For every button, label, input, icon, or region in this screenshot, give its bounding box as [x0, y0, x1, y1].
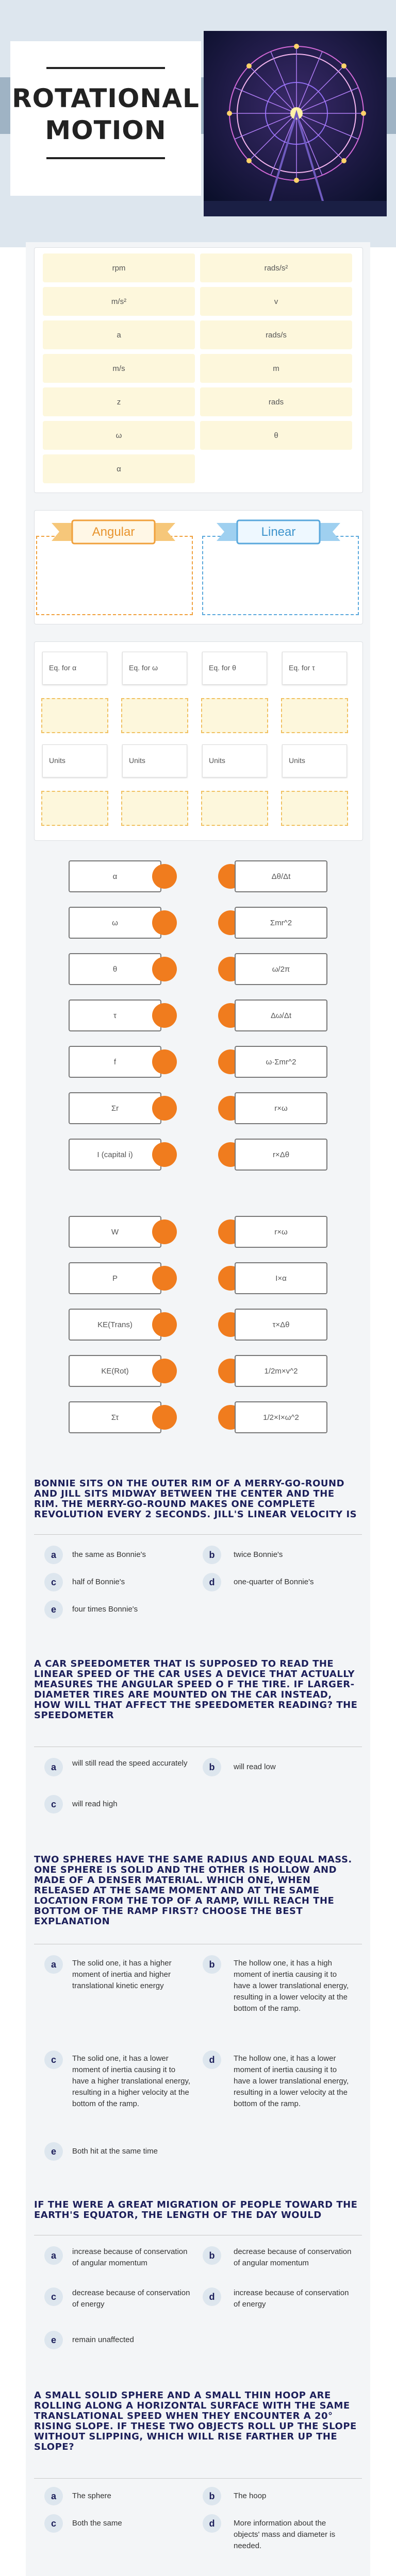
term-chip[interactable]: rpm — [43, 253, 195, 282]
match-left-item[interactable]: KE(Trans) — [69, 1309, 161, 1341]
option-text[interactable]: four times Bonnie's — [72, 1605, 138, 1614]
question-text: BONNIE SITS ON THE OUTER RIM OF A MERRY-GO-ROUND AND JILL SITS MIDWAY BETWEEN THE CENTER AND THE RIM. THE MERRY-GO-ROUND MAKES ONE COMPLETE REVOLUTION EVERY 2 SECONDS. JILL'S LINEAR VELOCITY IS — [34, 1478, 357, 1520]
option-letter[interactable]: d — [203, 2287, 221, 2306]
option-text[interactable]: Both the same — [72, 2519, 122, 2528]
option-letter[interactable]: c — [44, 2287, 63, 2306]
term-chip[interactable]: ω — [43, 421, 195, 450]
match-left-item[interactable]: τ — [69, 999, 161, 1031]
connector-dot[interactable] — [152, 957, 177, 981]
match-right-item[interactable]: Σmr^2 — [235, 907, 327, 939]
option-letter[interactable]: a — [44, 1546, 63, 1564]
units-header: Units — [202, 744, 267, 777]
connector-dot[interactable] — [152, 1405, 177, 1430]
angular-label: Angular — [92, 524, 135, 539]
option-text[interactable]: the same as Bonnie's — [72, 1550, 146, 1559]
equation-drop-zone[interactable] — [41, 698, 108, 733]
equation-header: Eq. for θ — [202, 652, 267, 685]
option-text[interactable]: remain unaffected — [72, 2335, 134, 2344]
match-left-item[interactable]: KE(Rot) — [69, 1355, 161, 1387]
option-letter[interactable]: d — [203, 2050, 221, 2069]
divider — [34, 1534, 362, 1535]
units-header: Units — [42, 744, 107, 777]
option-text[interactable]: The solid one, it has a lower moment of inertia causing it to have a higher translational energy, resulting in a higher velocity at the bottom of the ramp. — [72, 2054, 191, 2108]
option-text[interactable]: More information about the objects' mass and diameter is needed. — [234, 2519, 336, 2550]
option-letter[interactable]: b — [203, 2246, 221, 2265]
linear-label: Linear — [261, 524, 296, 539]
divider — [34, 2478, 362, 2479]
option-text[interactable]: half of Bonnie's — [72, 1578, 125, 1586]
equation-drop-zone[interactable] — [281, 698, 348, 733]
option-text[interactable]: The solid one, it has a higher moment of inertia and higher translational kinetic energy — [72, 1959, 172, 1990]
angular-drop-zone[interactable] — [36, 536, 193, 615]
option-text[interactable]: one-quarter of Bonnie's — [234, 1578, 314, 1586]
term-chip[interactable]: m — [200, 354, 352, 383]
connector-dot[interactable] — [152, 910, 177, 935]
equation-header: Eq. for α — [42, 652, 107, 685]
connector-dot[interactable] — [152, 1096, 177, 1121]
option-text[interactable]: will read high — [72, 1800, 118, 1808]
match-left-item[interactable]: ω — [69, 907, 161, 939]
connector-dot[interactable] — [152, 1359, 177, 1383]
match-right-item[interactable]: Δω/Δt — [235, 999, 327, 1031]
term-chip[interactable]: rads/s² — [200, 253, 352, 282]
title-line-1: ROTATIONAL — [12, 83, 200, 113]
option-text[interactable]: decrease because of conservation of energy — [72, 2289, 190, 2309]
option-letter[interactable]: b — [203, 2487, 221, 2505]
title-top-rule — [46, 67, 165, 69]
option-letter[interactable]: a — [44, 2246, 63, 2265]
term-chip[interactable]: rads/s — [200, 320, 352, 349]
match-right-item[interactable]: ω/2π — [235, 953, 327, 985]
option-text[interactable]: twice Bonnie's — [234, 1550, 283, 1559]
option-text[interactable]: The hoop — [234, 2492, 267, 2500]
option-text[interactable]: increase because of conservation of angular momentum — [72, 2247, 188, 2267]
term-chip[interactable]: α — [43, 454, 195, 483]
equation-drop-zone[interactable] — [121, 698, 188, 733]
connector-dot[interactable] — [152, 1049, 177, 1074]
linear-drop-zone[interactable] — [202, 536, 359, 615]
equation-header: Eq. for ω — [122, 652, 187, 685]
question-text: A CAR SPEEDOMETER THAT IS SUPPOSED TO READ THE LINEAR SPEED OF THE CAR USES A DEVICE THAT ACTUALLY MEASURES THE ANGULAR SPEED O F THE TIRE. IF LARGER-DIAMETER TIRES ARE MOUNTED ON THE CAR INSTEAD, HOW WILL THAT AFFECT THE SPEEDOMETER READING? THE SPEEDOMETER — [34, 1658, 358, 1721]
term-chip[interactable]: θ — [200, 421, 352, 450]
match-left-item[interactable]: I (capital i) — [69, 1139, 161, 1171]
page-title — [10, 82, 201, 146]
match-right-item[interactable]: I×α — [235, 1262, 327, 1294]
option-text[interactable]: decrease because of conservation of angular momentum — [234, 2247, 352, 2267]
option-letter[interactable]: c — [44, 2514, 63, 2533]
match-left-item[interactable]: α — [69, 860, 161, 892]
option-text[interactable]: The hollow one, it has a lower moment of inertia causing it to have a lower translational energy, resulting in a lower velocity at the bottom of the ramp. — [234, 2054, 349, 2108]
match-right-item[interactable]: τ×Δθ — [235, 1309, 327, 1341]
match-right-item[interactable]: Δθ/Δt — [235, 860, 327, 892]
connector-dot[interactable] — [152, 1003, 177, 1028]
option-letter[interactable]: b — [203, 1546, 221, 1564]
match-right-item[interactable]: r×ω — [235, 1216, 327, 1248]
term-chip[interactable]: m/s — [43, 354, 195, 383]
angular-ribbon — [52, 518, 175, 546]
equation-drop-zone[interactable] — [201, 698, 268, 733]
match-left-item[interactable]: P — [69, 1262, 161, 1294]
units-drop-zone[interactable] — [121, 791, 188, 826]
option-text[interactable]: The hollow one, it has a high moment of inertia causing it to have a lower translational energy, resulting in a lower velocity at the bottom of the ramp. — [234, 1959, 349, 2013]
option-text[interactable]: will read low — [234, 1762, 276, 1771]
term-chip[interactable]: z — [43, 387, 195, 416]
units-header: Units — [282, 744, 347, 777]
option-text[interactable]: The sphere — [72, 2492, 111, 2500]
match-right-item[interactable]: r×Δθ — [235, 1139, 327, 1171]
units-header: Units — [122, 744, 187, 777]
connector-dot[interactable] — [152, 1266, 177, 1291]
connector-dot[interactable] — [152, 1312, 177, 1337]
connector-dot[interactable] — [152, 1142, 177, 1167]
connector-dot[interactable] — [152, 864, 177, 889]
option-text[interactable]: Both hit at the same time — [72, 2147, 158, 2156]
match-right-item[interactable]: 1/2m×v^2 — [235, 1355, 327, 1387]
match-right-item[interactable]: ω·Σmr^2 — [235, 1046, 327, 1078]
term-chip[interactable]: m/s² — [43, 287, 195, 316]
units-drop-zone[interactable] — [41, 791, 108, 826]
units-drop-zone[interactable] — [281, 791, 348, 826]
option-letter[interactable]: a — [44, 2487, 63, 2505]
question-text: A SMALL SOLID SPHERE AND A SMALL THIN HOOP ARE ROLLING ALONG A HORIZONTAL SURFACE WITH THE SAME TRANSLATIONAL SPEED WHEN THEY ENCOUNTER A 20° RISING SLOPE. IF THESE TWO OBJECTS ROLL UP THE SLOPE WITHOUT SLIPPING, WHICH WILL RISE FARTHER UP THE SLOPE? — [34, 2390, 357, 2452]
ferris-wheel-illustration — [204, 31, 387, 216]
equation-header: Eq. for τ — [282, 652, 347, 685]
title-line-2: MOTION — [45, 115, 167, 145]
ferris-wheel-image — [204, 31, 387, 216]
match-right-item[interactable]: r×ω — [235, 1092, 327, 1124]
question-text: TWO SPHERES HAVE THE SAME RADIUS AND EQUAL MASS. ONE SPHERE IS SOLID AND THE OTHER IS HOLLOW AND MADE OF A DENSER MATERIAL. WHICH ONE, WHEN RELEASED AT THE SAME MOMENT AND AT THE SAME LOCATION FROM THE TOP OF A RAMP, WILL REACH THE BOTTOM OF THE RAMP FIRST? CHOOSE THE BEST EXPLANATION — [34, 1854, 352, 1927]
option-letter[interactable]: d — [203, 2514, 221, 2533]
option-text[interactable]: increase because of conservation of energy — [234, 2289, 349, 2309]
option-letter[interactable]: b — [203, 1758, 221, 1776]
option-letter[interactable]: a — [44, 1758, 63, 1776]
title-card — [10, 41, 201, 196]
option-letter[interactable]: c — [44, 1573, 63, 1591]
term-chip[interactable]: rads — [200, 387, 352, 416]
option-letter[interactable]: c — [44, 2050, 63, 2069]
match-left-item[interactable]: f — [69, 1046, 161, 1078]
linear-ribbon — [217, 518, 340, 546]
term-chip[interactable]: a — [43, 320, 195, 349]
option-letter[interactable]: e — [44, 2331, 63, 2349]
match-left-item[interactable]: θ — [69, 953, 161, 985]
match-right-item[interactable]: 1/2×I×ω^2 — [235, 1401, 327, 1433]
units-drop-zone[interactable] — [201, 791, 268, 826]
match-left-item[interactable]: W — [69, 1216, 161, 1248]
option-letter[interactable]: c — [44, 1795, 63, 1814]
option-letter[interactable]: a — [44, 1955, 63, 1974]
option-letter[interactable]: b — [203, 1955, 221, 1974]
question-text: IF THE WERE A GREAT MIGRATION OF PEOPLE TOWARD THE EARTH'S EQUATOR, THE LENGTH OF THE DAY WOULD — [34, 2199, 358, 2221]
match-left-item[interactable]: Σr — [69, 1092, 161, 1124]
option-text[interactable]: will still read the speed accurately — [72, 1759, 188, 1768]
option-letter[interactable]: e — [44, 2142, 63, 2161]
term-chip[interactable]: v — [200, 287, 352, 316]
match-left-item[interactable]: Στ — [69, 1401, 161, 1433]
title-bottom-rule — [46, 157, 165, 159]
option-letter[interactable]: d — [203, 1573, 221, 1591]
connector-dot[interactable] — [152, 1219, 177, 1244]
option-letter[interactable]: e — [44, 1600, 63, 1619]
